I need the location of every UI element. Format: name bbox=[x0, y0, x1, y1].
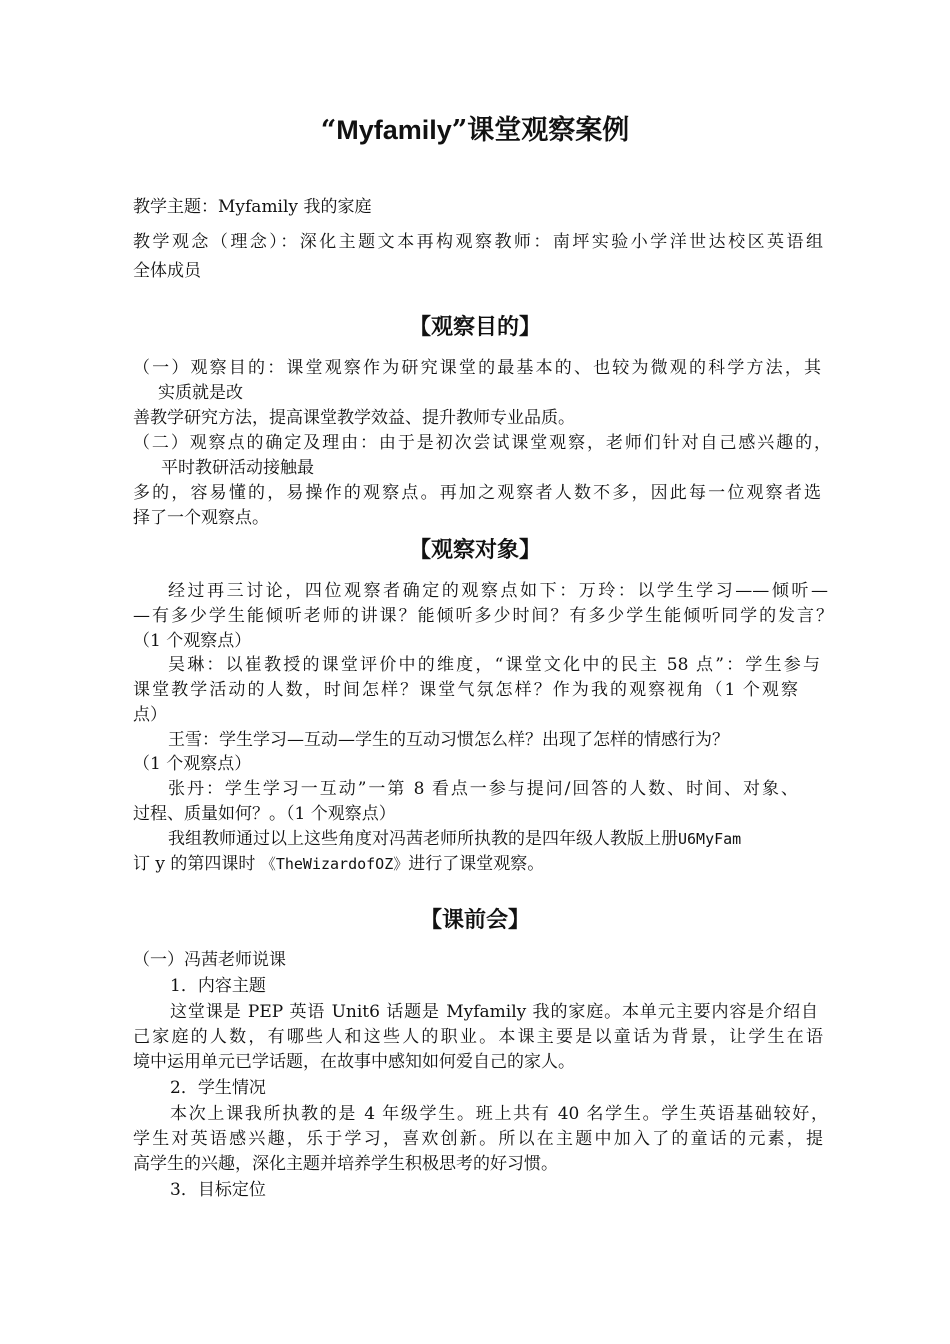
meta-concept-line1: 教学观念（理念）：深化主题文本再构观察教师：南坪实验小学洋世达校区英语组 bbox=[133, 232, 823, 252]
object-line: 张丹：学生学习一互动”一第 8 看点一参与提问/回答的人数、时间、对象、 bbox=[168, 779, 798, 799]
pre-item-heading: 3．目标定位 bbox=[170, 1180, 266, 1200]
title-english: Myfamily bbox=[336, 115, 452, 145]
pre-item-heading: 2．学生情况 bbox=[170, 1078, 266, 1098]
pre-paragraph-line: 己家庭的人数，有哪些人和这些人的职业。本课主要是以童话为背景，让学生在语 bbox=[133, 1027, 823, 1047]
object-text-en: 《TheWizardofOZ》 bbox=[260, 855, 409, 873]
object-line: 过程、质量如何？。（1 个观察点） bbox=[133, 804, 396, 824]
pre-subheading: （一）冯茜老师说课 bbox=[133, 950, 286, 970]
section-heading-purpose: 【观察目的】 bbox=[408, 314, 541, 340]
pre-paragraph-line: 本次上课我所执教的是 4 年级学生。班上共有 40 名学生。学生英语基础较好， bbox=[170, 1104, 828, 1124]
pre-paragraph-line: 这堂课是 PEP 英语 Unit6 话题是 Myfamily 我的家庭。本单元主要内容是介绍自 bbox=[170, 1002, 818, 1022]
purpose-line: 善教学研究方法，提高课堂教学效益、提升教师专业品质。 bbox=[133, 408, 575, 428]
purpose-line: （二）观察点的确定及理由：由于是初次尝试课堂观察，老师们针对自己感兴趣的， bbox=[133, 433, 831, 453]
meta-concept-line2: 全体成员 bbox=[133, 261, 201, 281]
purpose-line: 实质就是改 bbox=[158, 383, 243, 403]
pre-paragraph-line: 学生对英语感兴趣，乐于学习，喜欢创新。所以在主题中加入了的童话的元素，提 bbox=[133, 1129, 823, 1149]
meta-topic: 教学主题：Myfamily 我的家庭 bbox=[133, 197, 372, 217]
object-text: 订 y 的第四课时 bbox=[133, 854, 256, 874]
section-heading-object: 【观察对象】 bbox=[408, 537, 541, 563]
pre-item-heading: 1．内容主题 bbox=[170, 976, 266, 996]
title-open-quote: “ bbox=[320, 115, 337, 146]
pre-paragraph-line: 高学生的兴趣，深化主题并培养学生积极思考的好习惯。 bbox=[133, 1154, 558, 1174]
object-text-en: U6MyFam bbox=[678, 830, 742, 848]
purpose-line: 择了一个观察点。 bbox=[133, 508, 269, 528]
object-line: （1 个观察点） bbox=[133, 754, 252, 774]
title-rest: ”课堂观察案例 bbox=[451, 115, 630, 146]
purpose-line: 平时教研活动接触最 bbox=[161, 458, 314, 478]
object-line: 吴琳：以崔教授的课堂评价中的维度，“课堂文化中的民主 58 点”：学生参与 bbox=[168, 655, 820, 675]
object-line: 经过再三讨论，四位观察者确定的观察点如下：万玲：以学生学习——倾听— bbox=[168, 581, 828, 601]
object-line: 王雪：学生学习—互动—学生的互动习惯怎么样？出现了怎样的情感行为？ bbox=[168, 730, 729, 750]
object-text: 我组教师通过以上这些角度对冯茜老师所执教的是四年级人教版上册 bbox=[168, 829, 678, 849]
object-text: 进行了课堂观察。 bbox=[408, 854, 545, 874]
section-heading-pre: 【课前会】 bbox=[419, 907, 530, 933]
object-line: —有多少学生能倾听老师的讲课？能倾听多少时间？有多少学生能倾听同学的发言？ bbox=[133, 606, 833, 626]
object-line: （1 个观察点） bbox=[133, 631, 252, 651]
object-line: 点） bbox=[133, 705, 167, 725]
object-line: 课堂教学活动的人数，时间怎样？课堂气氛怎样？作为我的观察视角（1 个观察 bbox=[133, 680, 798, 700]
object-line bbox=[133, 852, 544, 876]
purpose-line: （一）观察目的：课堂观察作为研究课堂的最基本的、也较为微观的科学方法，其 bbox=[133, 358, 821, 378]
purpose-line: 多的，容易懂的，易操作的观察点。再加之观察者人数不多，因此每一位观察者选 bbox=[133, 483, 821, 503]
page-title bbox=[0, 112, 950, 149]
pre-paragraph-line: 境中运用单元已学话题，在故事中感知如何爱自己的家人。 bbox=[133, 1052, 575, 1072]
object-line bbox=[168, 827, 741, 851]
